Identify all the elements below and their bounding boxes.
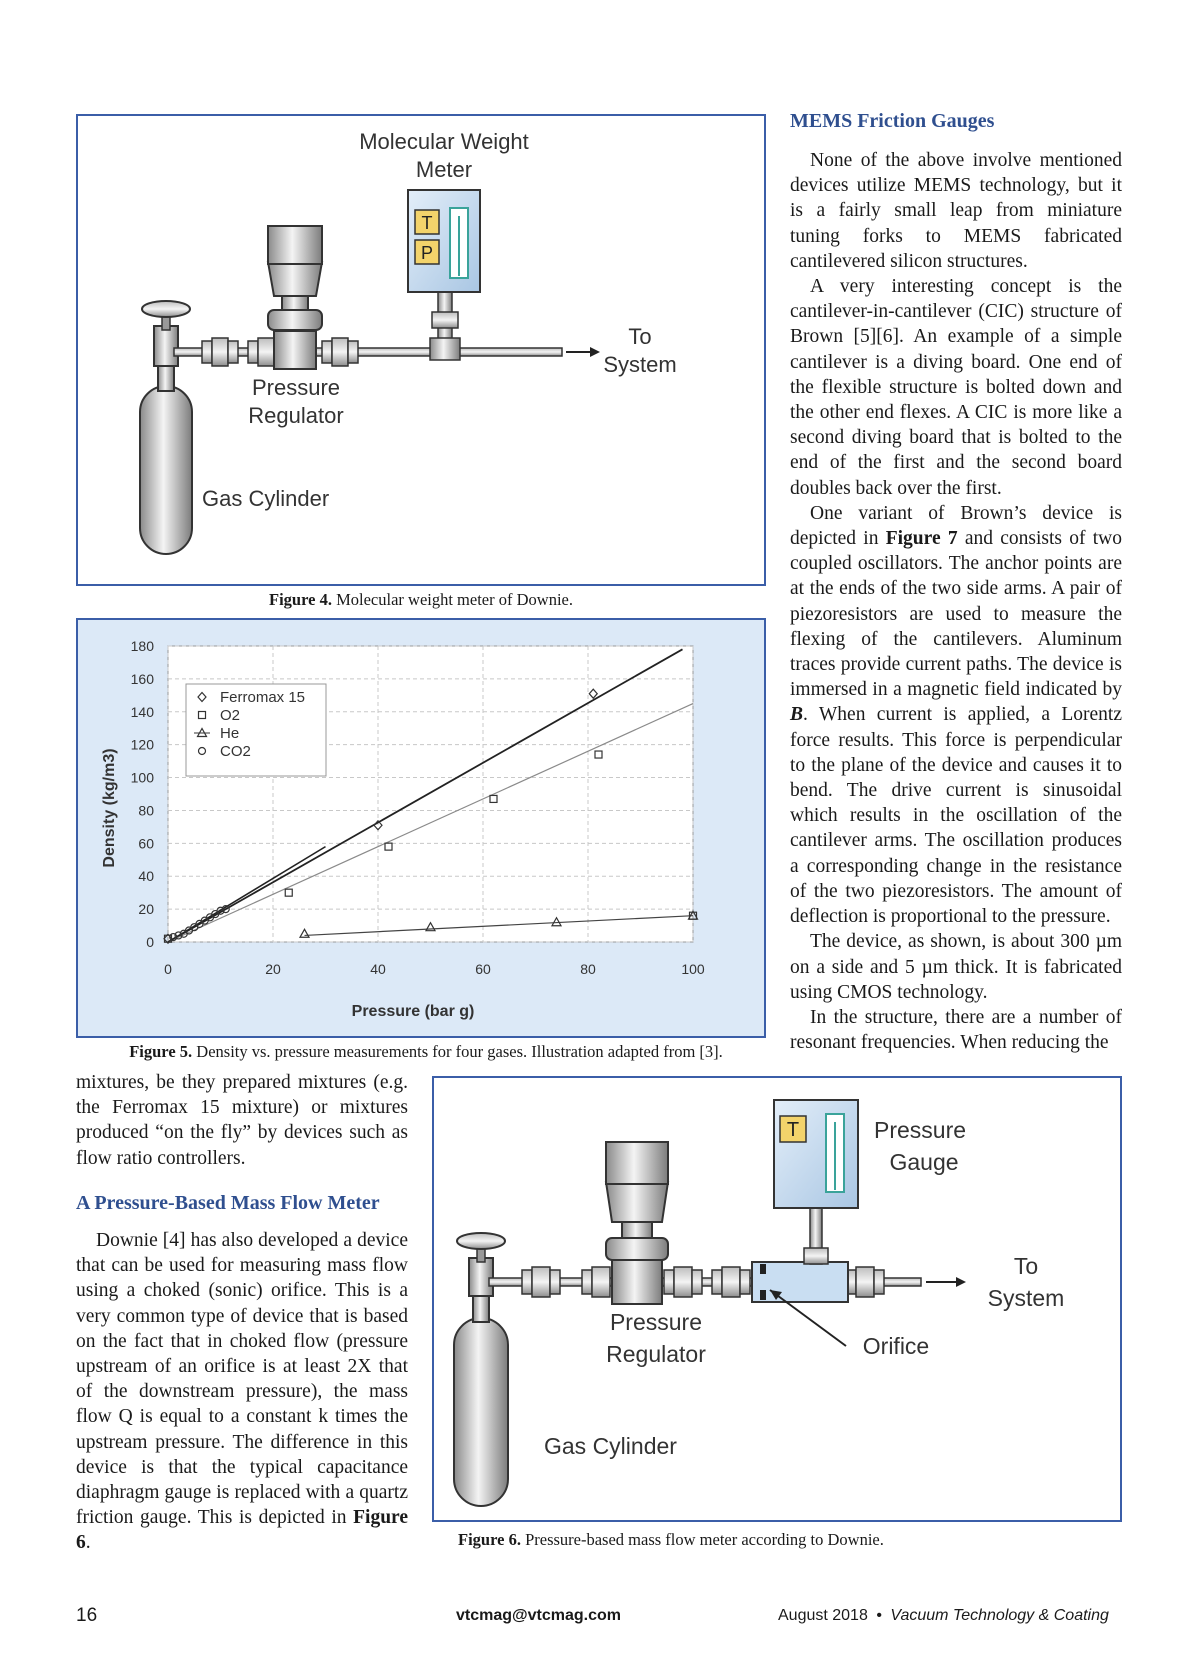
footer-magazine: Vacuum Technology & Coating	[890, 1607, 1109, 1624]
label-orifice: Orifice	[862, 1333, 930, 1359]
paragraph: The device, as shown, is about 300 µm on a side and 5 µm thick. It is fabricated using CMOS technology.	[790, 931, 1122, 1003]
paragraph: One variant of Brown’s device is depicted in Figure 7 and consists of two coupled oscillators. The anchor points are at the ends of the two side arms. A pair of piezoresistors are used to measure the flexing of the cantilevers. Aluminum traces provide current paths. The device is immersed in a magnetic field indicated by B. When current is applied, a Lorentz force results. This force is perpendicular to the plane of the device and causes it to bend. The drive current is sinusoidal which results in the oscillation of the cantilever arms. The oscillation produces a corresponding change in the resistance of the two piezoresistors. The amount of deflection is proportional to the pressure.	[790, 502, 1123, 928]
footer-date: August 2018	[778, 1607, 868, 1624]
chart-legend-label: Ferromax 15	[220, 689, 306, 706]
figure-6-diagram	[434, 1078, 1120, 1520]
label-P: P	[420, 243, 434, 263]
left-column-continued	[76, 1070, 408, 1171]
figure-5-caption: Figure 5. Density vs. pressure measurements for four gases. Illustration adapted from [3].	[129, 1042, 723, 1061]
figure-4-frame	[76, 114, 766, 586]
chart-y-tick-label: 80	[138, 802, 154, 819]
chart-x-tick-label: 20	[265, 961, 281, 977]
label-regulator: Regulator	[606, 1341, 706, 1367]
chart-legend-label: O2	[220, 707, 241, 724]
paragraph: mixtures, be they prepared mixtures (e.g. the Ferromax 15 mixture) or mixtures produced “on the fly” by devices such as flow ratio controllers.	[76, 1072, 408, 1169]
paragraph: None of the above involve mentioned devices utilize MEMS technology, but it is a fairly small leap from miniature tuning forks to MEMS fabricated cantilevered silicon structures.	[790, 150, 1122, 272]
chart-y-tick-label: 40	[138, 868, 154, 885]
label-pressure-gauge-1: Pressure	[874, 1117, 967, 1143]
footer-issue	[778, 1607, 1109, 1625]
chart-x-tick-label: 60	[475, 961, 491, 977]
section-heading-mems: MEMS Friction Gauges	[790, 110, 995, 132]
label-system: System	[987, 1285, 1065, 1311]
label-regulator: Regulator	[248, 403, 344, 428]
chart-y-tick-label: 0	[146, 934, 154, 950]
chart-y-tick-label: 180	[130, 638, 154, 654]
footer-bullet: •	[876, 1607, 882, 1624]
orifice-chamber	[752, 1262, 848, 1302]
chart-x-tick-label: 40	[370, 961, 386, 977]
label-system: System	[603, 352, 677, 377]
figure-5-frame	[76, 618, 766, 1038]
gas-cylinder-body	[140, 386, 192, 554]
chart-y-tick-label: 120	[130, 736, 154, 753]
section-heading-mass-flow: A Pressure-Based Mass Flow Meter	[76, 1192, 380, 1214]
paragraph: In the structure, there are a number of resonant frequencies. When reducing the	[790, 1006, 1122, 1054]
paragraph: A very interesting concept is the cantilever-in-cantilever (CIC) structure of Brown [5][6]. An example of a simple cantilever is a diving board. One end of the flexible structure is bolted down and the other end flexes. A CIC is more like a second diving board that is bolted to the end of the first and the second board doubles back over the first.	[790, 276, 1122, 499]
label-to: To	[628, 324, 652, 349]
valve-handwheel	[457, 1233, 505, 1249]
label-pressure-gauge-2: Gauge	[889, 1149, 959, 1175]
pressure-regulator-body	[274, 331, 316, 369]
chart-y-tick-label: 100	[130, 769, 154, 786]
chart-y-tick-label: 160	[130, 670, 154, 687]
chart-x-tick-label: 0	[164, 961, 172, 977]
paragraph: Downie [4] has also developed a device that can be used for measuring mass flow using a choked (sonic) orifice. This is a very common type of device that is based on the fact that in choked flow (pressure upstream of an orifice is at least 2X that of the downstream pressure), the mass flow Q is equal to a constant k times the upstream pressure. The difference in this device is that the typical capacitance diaphragm gauge is replaced with a quartz friction gauge. This is depicted in Figure 6.	[76, 1230, 408, 1554]
figure-4-caption: Figure 4. Molecular weight meter of Downie.	[269, 590, 573, 609]
label-pressure: Pressure	[251, 375, 341, 400]
chart-legend-label: CO2	[220, 743, 251, 760]
label-T: T	[421, 213, 433, 233]
chart-y-axis-label: Density (kg/m3)	[101, 748, 118, 868]
chart-legend-label: He	[220, 725, 240, 742]
figure-6-frame	[432, 1076, 1122, 1522]
chart-y-tick-label: 20	[138, 901, 154, 918]
gas-cylinder-body	[454, 1318, 508, 1506]
density-pressure-chart	[78, 620, 764, 1036]
label-to: To	[1013, 1253, 1039, 1279]
label-gas-cylinder: Gas Cylinder	[202, 486, 330, 511]
figure-6-caption: Figure 6. Pressure-based mass flow meter according to Downie.	[458, 1530, 884, 1549]
page-number: 16	[76, 1605, 98, 1626]
chart-y-tick-label: 60	[138, 835, 154, 852]
pressure-regulator-body	[612, 1258, 662, 1304]
label-molecular-weight: Molecular Weight	[359, 129, 529, 154]
footer-email-link[interactable]: vtcmag@vtcmag.com	[456, 1607, 621, 1624]
valve-handwheel	[142, 301, 190, 317]
chart-y-tick-label: 140	[130, 703, 154, 720]
label-T: T	[786, 1119, 800, 1141]
chart-x-tick-label: 80	[580, 961, 596, 977]
figure-4-diagram	[78, 116, 764, 584]
label-pressure: Pressure	[609, 1309, 703, 1335]
label-gas-cylinder: Gas Cylinder	[544, 1433, 677, 1459]
chart-x-tick-label: 100	[681, 961, 705, 977]
label-meter: Meter	[415, 157, 473, 182]
left-column-text	[76, 1228, 408, 1556]
right-column-text	[790, 148, 1122, 1055]
chart-x-axis-label: Pressure (bar g)	[351, 1003, 475, 1020]
